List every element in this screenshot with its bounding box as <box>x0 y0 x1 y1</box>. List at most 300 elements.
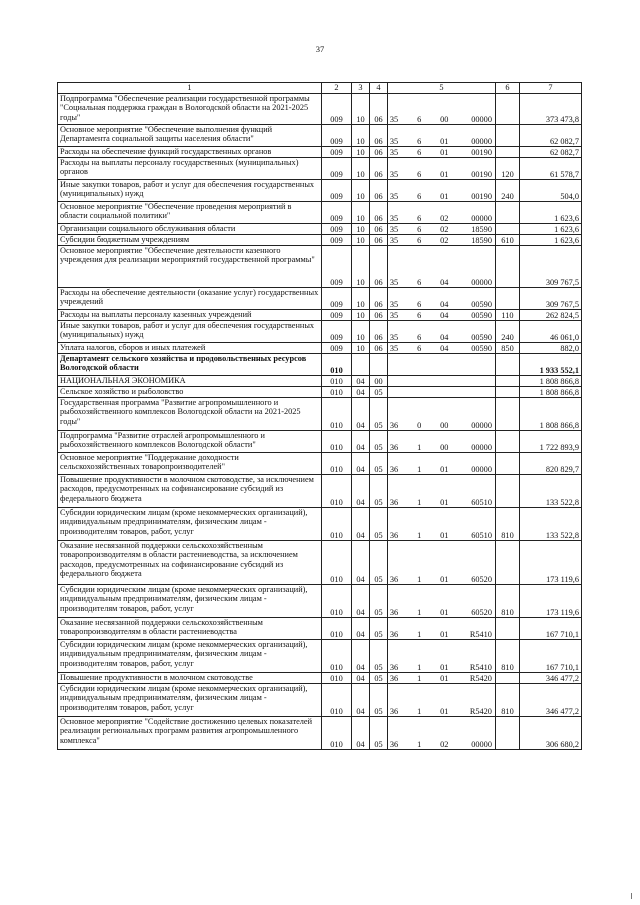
target-article-part: 60510 <box>471 530 492 540</box>
row-grbs: 010 <box>322 585 352 618</box>
row-grbs: 010 <box>322 618 352 640</box>
row-target-article <box>388 125 496 147</box>
table-row <box>58 541 582 585</box>
row-expense-type <box>496 431 520 453</box>
table-row <box>58 684 582 717</box>
row-name: Оказание несвязанной поддержки сельскохозяйственным товаропроизводителям в области растениеводства <box>58 618 322 640</box>
row-name: Сельское хозяйство и рыболовство <box>58 387 322 398</box>
row-expense-type <box>496 224 520 235</box>
row-section: 10 <box>352 235 370 246</box>
row-section: 10 <box>352 94 370 125</box>
target-article-part: 35 <box>389 136 399 146</box>
row-target-article <box>388 321 496 343</box>
row-expense-type <box>496 618 520 640</box>
row-name: Расходы на обеспечение функций государственных органов <box>58 147 322 158</box>
row-name: Организации социального обслуживания области <box>58 224 322 235</box>
row-name: Государственная программа "Развитие агропромышленного и рыбохозяйственного комплексов Вологодской области на 2021-2025 годы" <box>58 398 322 431</box>
page-number: 37 <box>315 44 325 54</box>
row-name: Основное мероприятие "Обеспечение выполнения функций Департамента социальной защиты населения области" <box>58 125 322 147</box>
target-article-part: 00190 <box>471 169 492 179</box>
target-article-part: 36 <box>389 739 399 749</box>
target-article-part: 04 <box>440 332 449 342</box>
target-article-part: 00 <box>440 114 449 124</box>
row-amount: 1 623,6 <box>520 202 582 224</box>
row-amount: 504,0 <box>520 180 582 202</box>
row-target-article <box>388 376 496 387</box>
table-row <box>58 640 582 673</box>
row-target-article <box>388 310 496 321</box>
row-name: Департамент сельского хозяйства и продовольственных ресурсов Вологодской области <box>58 354 322 376</box>
row-amount: 1 722 893,9 <box>520 431 582 453</box>
table-row <box>58 431 582 453</box>
row-subsection: 06 <box>370 158 388 180</box>
row-subsection: 06 <box>370 94 388 125</box>
target-article-part: 6 <box>417 213 422 223</box>
row-expense-type <box>496 125 520 147</box>
target-article-part: 01 <box>440 530 449 540</box>
table-row <box>58 354 582 376</box>
target-article-part: 36 <box>389 629 399 639</box>
target-article-part: 00000 <box>471 277 492 287</box>
row-name: Субсидии юридическим лицам (кроме некоммерческих организаций), индивидуальным предпринимателям, физическим лицам - производителям товаров, работ, услуг <box>58 640 322 673</box>
target-article-part: 18590 <box>471 235 492 245</box>
table-row <box>58 618 582 640</box>
target-article-part: 01 <box>440 464 449 474</box>
table-row <box>58 180 582 202</box>
row-expense-type: 240 <box>496 321 520 343</box>
target-article-part: 00190 <box>471 191 492 201</box>
row-section: 04 <box>352 684 370 717</box>
row-name: Уплата налогов, сборов и иных платежей <box>58 343 322 354</box>
row-expense-type <box>496 288 520 310</box>
table-row <box>58 475 582 508</box>
row-name: Субсидии бюджетным учреждениям <box>58 235 322 246</box>
target-article-part: 35 <box>389 332 399 342</box>
row-expense-type <box>496 94 520 125</box>
row-expense-type <box>496 717 520 750</box>
row-grbs: 009 <box>322 202 352 224</box>
target-article-part: 01 <box>440 191 449 201</box>
row-subsection: 05 <box>370 673 388 684</box>
target-article-part: 36 <box>389 607 399 617</box>
row-name: Основное мероприятие "Обеспечение проведения мероприятий в области социальной политики" <box>58 202 322 224</box>
target-article-part: 01 <box>440 607 449 617</box>
row-grbs: 010 <box>322 541 352 585</box>
target-article-part: 00590 <box>471 310 492 320</box>
target-article-part: 1 <box>417 629 422 639</box>
target-article-part: 00000 <box>471 136 492 146</box>
row-amount: 1 623,6 <box>520 224 582 235</box>
edge-mark <box>631 893 632 899</box>
row-section: 10 <box>352 180 370 202</box>
target-article-part: 1 <box>417 706 422 716</box>
target-article-part: 6 <box>417 169 422 179</box>
row-target-article <box>388 684 496 717</box>
target-article-part: 01 <box>440 673 449 683</box>
row-grbs: 009 <box>322 235 352 246</box>
row-subsection: 05 <box>370 541 388 585</box>
row-section: 04 <box>352 475 370 508</box>
row-target-article <box>388 158 496 180</box>
row-amount: 306 680,2 <box>520 717 582 750</box>
row-subsection: 06 <box>370 246 388 288</box>
header-col-amount: 7 <box>520 83 582 94</box>
row-subsection: 06 <box>370 343 388 354</box>
row-subsection: 05 <box>370 453 388 475</box>
row-section: 04 <box>352 640 370 673</box>
row-expense-type: 110 <box>496 310 520 321</box>
row-grbs: 010 <box>322 508 352 541</box>
row-amount: 373 473,8 <box>520 94 582 125</box>
table-header-row <box>58 83 582 94</box>
row-grbs: 009 <box>322 246 352 288</box>
table-row <box>58 288 582 310</box>
target-article-part: 35 <box>389 343 399 353</box>
row-grbs: 010 <box>322 376 352 387</box>
table-row <box>58 398 582 431</box>
row-amount: 346 477,2 <box>520 673 582 684</box>
target-article-part: 6 <box>417 310 422 320</box>
target-article-part: 1 <box>417 739 422 749</box>
row-target-article <box>388 343 496 354</box>
row-name: НАЦИОНАЛЬНАЯ ЭКОНОМИКА <box>58 376 322 387</box>
target-article-part: 00000 <box>471 739 492 749</box>
row-name: Расходы на выплаты персоналу государственных (муниципальных) органов <box>58 158 322 180</box>
row-amount: 1 808 866,8 <box>520 376 582 387</box>
row-section: 04 <box>352 387 370 398</box>
row-subsection: 05 <box>370 717 388 750</box>
row-name: Основное мероприятие "Содействие достижению целевых показателей реализации региональных программ развития агропромышленного комплекса" <box>58 717 322 750</box>
row-section: 10 <box>352 310 370 321</box>
target-article-part: 6 <box>417 136 422 146</box>
row-grbs: 010 <box>322 673 352 684</box>
target-article-part: 6 <box>417 343 422 353</box>
row-subsection: 05 <box>370 618 388 640</box>
row-name: Подпрограмма "Обеспечение реализации государственной программы "Социальная поддержка граждан в Вологодской области на 2021-2025 годы" <box>58 94 322 125</box>
row-expense-type <box>496 376 520 387</box>
target-article-part: 00590 <box>471 299 492 309</box>
row-target-article <box>388 180 496 202</box>
row-amount: 133 522,8 <box>520 508 582 541</box>
target-article-part: 6 <box>417 277 422 287</box>
target-article-part: 36 <box>389 530 399 540</box>
row-grbs: 010 <box>322 398 352 431</box>
target-article-part: 36 <box>389 574 399 584</box>
row-grbs: 009 <box>322 158 352 180</box>
row-amount: 309 767,5 <box>520 288 582 310</box>
target-article-part: 1 <box>417 530 422 540</box>
header-col-name: 1 <box>58 83 322 94</box>
row-amount: 173 119,6 <box>520 541 582 585</box>
row-name: Расходы на выплаты персоналу казенных учреждений <box>58 310 322 321</box>
budget-table <box>57 82 582 750</box>
row-amount: 1 623,6 <box>520 235 582 246</box>
target-article-part: 01 <box>440 136 449 146</box>
header-col-section: 3 <box>352 83 370 94</box>
target-article-part: 04 <box>440 310 449 320</box>
row-expense-type: 810 <box>496 684 520 717</box>
table-row <box>58 321 582 343</box>
row-amount: 262 824,5 <box>520 310 582 321</box>
row-expense-type <box>496 354 520 376</box>
row-subsection: 06 <box>370 180 388 202</box>
row-expense-type: 120 <box>496 158 520 180</box>
target-article-part: 1 <box>417 607 422 617</box>
target-article-part: 00 <box>440 420 449 430</box>
row-subsection: 05 <box>370 508 388 541</box>
table-row <box>58 453 582 475</box>
target-article-part: 36 <box>389 706 399 716</box>
header-col-grbs: 2 <box>322 83 352 94</box>
target-article-part: 36 <box>389 464 399 474</box>
row-section: 10 <box>352 147 370 158</box>
row-target-article <box>388 147 496 158</box>
row-target-article <box>388 398 496 431</box>
row-section <box>352 354 370 376</box>
row-amount: 62 082,7 <box>520 125 582 147</box>
row-grbs: 009 <box>322 321 352 343</box>
target-article-part: R5420 <box>469 673 492 683</box>
row-target-article <box>388 717 496 750</box>
row-name: Повышение продуктивности в молочном скотоводстве, за исключением расходов, предусмотренных на софинансирование субсидий из федерального бюджета <box>58 475 322 508</box>
target-article-part: 02 <box>440 213 449 223</box>
row-section: 04 <box>352 673 370 684</box>
row-target-article <box>388 431 496 453</box>
row-subsection: 06 <box>370 288 388 310</box>
row-grbs: 009 <box>322 310 352 321</box>
row-target-article <box>388 453 496 475</box>
row-subsection <box>370 354 388 376</box>
row-name: Повышение продуктивности в молочном скотоводстве <box>58 673 322 684</box>
row-section: 04 <box>352 585 370 618</box>
row-section: 04 <box>352 717 370 750</box>
row-section: 04 <box>352 398 370 431</box>
target-article-part: 36 <box>389 442 399 452</box>
row-grbs: 010 <box>322 475 352 508</box>
row-section: 04 <box>352 376 370 387</box>
row-target-article <box>388 387 496 398</box>
row-target-article <box>388 94 496 125</box>
target-article-part: 60510 <box>471 497 492 507</box>
row-target-article <box>388 202 496 224</box>
row-section: 10 <box>352 224 370 235</box>
table-row <box>58 376 582 387</box>
row-amount: 1 933 552,1 <box>520 354 582 376</box>
target-article-part: R5410 <box>469 662 492 672</box>
table-row <box>58 158 582 180</box>
row-amount: 167 710,1 <box>520 640 582 673</box>
target-article-part: 36 <box>389 420 399 430</box>
row-grbs: 009 <box>322 180 352 202</box>
target-article-part: 60520 <box>471 607 492 617</box>
row-subsection: 06 <box>370 235 388 246</box>
target-article-part: 00590 <box>471 332 492 342</box>
row-grbs: 010 <box>322 684 352 717</box>
table-row <box>58 343 582 354</box>
target-article-part: 35 <box>389 169 399 179</box>
row-grbs: 009 <box>322 94 352 125</box>
row-subsection: 06 <box>370 310 388 321</box>
row-grbs: 009 <box>322 147 352 158</box>
target-article-part: 6 <box>417 191 422 201</box>
target-article-part: 35 <box>389 213 399 223</box>
row-expense-type <box>496 541 520 585</box>
table-row <box>58 94 582 125</box>
row-section: 10 <box>352 246 370 288</box>
target-article-part: 00000 <box>471 464 492 474</box>
row-amount: 133 522,8 <box>520 475 582 508</box>
target-article-part: 01 <box>440 147 449 157</box>
row-amount: 167 710,1 <box>520 618 582 640</box>
target-article-part: 1 <box>417 574 422 584</box>
row-grbs: 010 <box>322 387 352 398</box>
row-subsection: 06 <box>370 321 388 343</box>
row-section: 10 <box>352 343 370 354</box>
target-article-part: 35 <box>389 299 399 309</box>
row-expense-type: 850 <box>496 343 520 354</box>
row-grbs: 010 <box>322 354 352 376</box>
row-subsection: 05 <box>370 640 388 673</box>
row-section: 04 <box>352 453 370 475</box>
row-name: Субсидии юридическим лицам (кроме некоммерческих организаций), индивидуальным предпринимателям, физическим лицам - производителям товаров, работ, услуг <box>58 508 322 541</box>
target-article-part: 01 <box>440 706 449 716</box>
row-amount: 62 082,7 <box>520 147 582 158</box>
target-article-part: 35 <box>389 147 399 157</box>
header-col-target-article: 5 <box>388 83 496 94</box>
table-row <box>58 585 582 618</box>
table-row <box>58 147 582 158</box>
row-subsection: 05 <box>370 475 388 508</box>
row-section: 10 <box>352 125 370 147</box>
row-target-article <box>388 246 496 288</box>
row-name: Оказание несвязанной поддержки сельскохозяйственным товаропроизводителям в области растениеводства, за исключением расходов, предусмотренных на софинансирование субсидий из федерального бюджета <box>58 541 322 585</box>
row-grbs: 010 <box>322 453 352 475</box>
row-expense-type <box>496 202 520 224</box>
row-grbs: 009 <box>322 343 352 354</box>
target-article-part: 00000 <box>471 442 492 452</box>
row-section: 04 <box>352 431 370 453</box>
row-grbs: 009 <box>322 288 352 310</box>
row-section: 10 <box>352 288 370 310</box>
target-article-part: 6 <box>417 332 422 342</box>
target-article-part: R5410 <box>469 629 492 639</box>
row-target-article <box>388 618 496 640</box>
row-expense-type: 810 <box>496 508 520 541</box>
table-row <box>58 224 582 235</box>
target-article-part: 04 <box>440 343 449 353</box>
row-section: 04 <box>352 508 370 541</box>
target-article-part: 04 <box>440 277 449 287</box>
row-expense-type: 810 <box>496 585 520 618</box>
target-article-part: 6 <box>417 147 422 157</box>
target-article-part: 02 <box>440 739 449 749</box>
target-article-part: 36 <box>389 662 399 672</box>
target-article-part: 01 <box>440 629 449 639</box>
target-article-part: 01 <box>440 169 449 179</box>
row-name: Подпрограмма "Развитие отраслей агропромышленного и рыбохозяйственного комплексов Вологодской области" <box>58 431 322 453</box>
target-article-part: 35 <box>389 277 399 287</box>
table-row <box>58 310 582 321</box>
row-subsection: 05 <box>370 387 388 398</box>
row-amount: 61 578,7 <box>520 158 582 180</box>
row-name: Иные закупки товаров, работ и услуг для обеспечения государственных (муниципальных) нужд <box>58 180 322 202</box>
target-article-part: 01 <box>440 497 449 507</box>
row-expense-type: 240 <box>496 180 520 202</box>
row-expense-type <box>496 475 520 508</box>
row-name: Субсидии юридическим лицам (кроме некоммерческих организаций), индивидуальным предпринимателям, физическим лицам - производителям товаров, работ, услуг <box>58 585 322 618</box>
row-subsection: 05 <box>370 398 388 431</box>
row-name: Субсидии юридическим лицам (кроме некоммерческих организаций), индивидуальным предпринимателям, физическим лицам - производителям товаров, работ, услуг <box>58 684 322 717</box>
table-row <box>58 717 582 750</box>
row-target-article <box>388 235 496 246</box>
row-amount: 882,0 <box>520 343 582 354</box>
row-target-article <box>388 673 496 684</box>
target-article-part: 35 <box>389 310 399 320</box>
row-grbs: 010 <box>322 640 352 673</box>
row-expense-type <box>496 147 520 158</box>
target-article-part: 00 <box>440 442 449 452</box>
row-section: 10 <box>352 158 370 180</box>
row-expense-type <box>496 398 520 431</box>
table-row <box>58 235 582 246</box>
row-target-article <box>388 288 496 310</box>
row-expense-type: 810 <box>496 640 520 673</box>
row-amount: 820 829,7 <box>520 453 582 475</box>
target-article-part: 01 <box>440 662 449 672</box>
table-row <box>58 673 582 684</box>
row-subsection: 06 <box>370 147 388 158</box>
row-amount: 46 061,0 <box>520 321 582 343</box>
row-amount: 309 767,5 <box>520 246 582 288</box>
target-article-part: 02 <box>440 224 449 234</box>
table-row <box>58 387 582 398</box>
row-section: 04 <box>352 618 370 640</box>
target-article-part: 04 <box>440 299 449 309</box>
target-article-part: 00190 <box>471 147 492 157</box>
row-section: 10 <box>352 321 370 343</box>
target-article-part: 6 <box>417 235 422 245</box>
target-article-part: 1 <box>417 497 422 507</box>
row-amount: 1 808 866,8 <box>520 398 582 431</box>
target-article-part: 00000 <box>471 420 492 430</box>
row-section: 10 <box>352 202 370 224</box>
row-name: Расходы на обеспечение деятельности (оказание услуг) государственных учреждений <box>58 288 322 310</box>
row-subsection: 06 <box>370 202 388 224</box>
target-article-part: 6 <box>417 114 422 124</box>
table-row <box>58 202 582 224</box>
row-subsection: 06 <box>370 224 388 235</box>
row-name: Основное мероприятие "Обеспечение деятельности казенного учреждения для реализации мероприятий государственной программы" <box>58 246 322 288</box>
header-col-expense-type: 6 <box>496 83 520 94</box>
target-article-part: 36 <box>389 497 399 507</box>
row-subsection: 06 <box>370 125 388 147</box>
row-amount: 346 477,2 <box>520 684 582 717</box>
row-subsection: 05 <box>370 684 388 717</box>
row-target-article <box>388 224 496 235</box>
row-expense-type <box>496 246 520 288</box>
target-article-part: 35 <box>389 224 399 234</box>
target-article-part: 35 <box>389 114 399 124</box>
target-article-part: 60520 <box>471 574 492 584</box>
row-expense-type <box>496 673 520 684</box>
table-row <box>58 508 582 541</box>
target-article-part: 35 <box>389 235 399 245</box>
row-target-article <box>388 475 496 508</box>
table-row <box>58 246 582 288</box>
table-row <box>58 125 582 147</box>
target-article-part: 00000 <box>471 114 492 124</box>
target-article-part: 6 <box>417 224 422 234</box>
